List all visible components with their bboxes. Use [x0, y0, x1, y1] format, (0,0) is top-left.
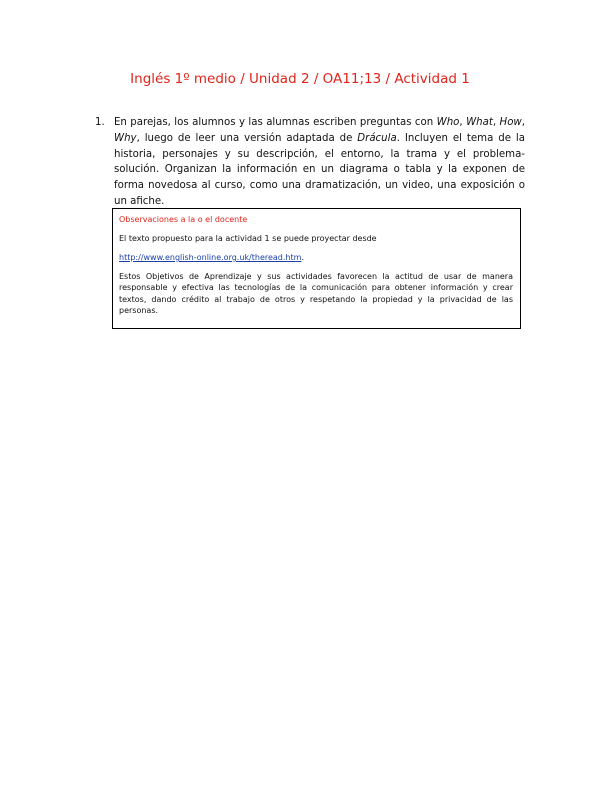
activity-text-part: , luego de leer una versión adaptada de [136, 132, 358, 144]
link-suffix: . [301, 253, 304, 262]
separator: , [492, 117, 500, 128]
book-title: Drácula [357, 132, 397, 144]
activity-description [114, 115, 525, 210]
resource-link[interactable]: http://www.english-online.org.uk/theread.htm [119, 253, 302, 262]
keyword-who: Who [436, 117, 460, 128]
teacher-notes-heading: Observaciones a la o el docente [119, 215, 248, 224]
activity-item [95, 115, 525, 210]
activity-text-part: En parejas, los alumnos y las alumnas escriben preguntas con [114, 117, 437, 128]
separator: , [459, 117, 467, 128]
teacher-notes-link-line [119, 252, 513, 264]
keyword-how: How [499, 117, 522, 128]
teacher-notes-box [112, 208, 521, 329]
keyword-what: What [466, 117, 493, 128]
teacher-notes-intro: El texto propuesto para la actividad 1 se puede proyectar desde [119, 233, 377, 243]
separator: , [521, 117, 526, 128]
page-title: Inglés 1º medio / Unidad 2 / OA11;13 / Actividad 1 [130, 71, 470, 87]
keyword-why: Why [114, 132, 137, 144]
activity-number: 1. [95, 117, 105, 128]
activity-text-part: . Incluyen el tema de la historia, personajes y su descripción, el entorno, la trama y el problema-solución. Organizan la información en un diagrama o tabla y la exponen de forma novedosa al curso, como una dramatización, un video, una exposición o un afiche. [114, 132, 525, 207]
teacher-notes-text: Estos Objetivos de Aprendizaje y sus actividades favorecen la actitud de usar de manera responsable y efectiva las tecnologías de la comunicación para obtener información y crear textos, dando crédito al trabajo de otros y respetando la propiedad y la privacidad de las personas. [119, 271, 513, 315]
